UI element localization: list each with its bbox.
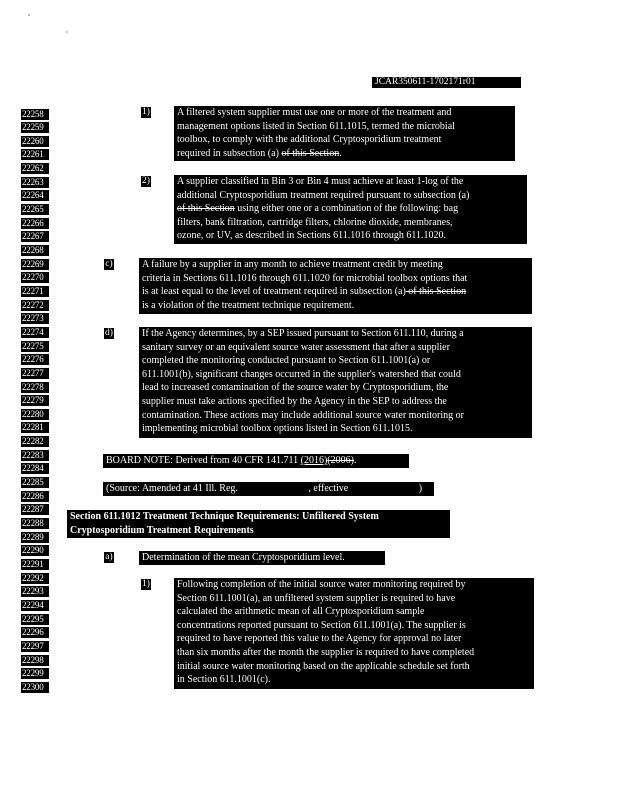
line-number: 22263 [21,177,49,188]
para-2-line: using either one or a combination of the following: bag [234,203,459,215]
scan-speck [66,31,68,33]
para-d-line: completed the monitoring conducted pursuant to Section 611.1001(a) or [142,355,431,367]
source-note-text: (Source: Amended at 41 Ill. Reg. [106,483,241,494]
line-number: 22288 [21,518,49,529]
line-number: 22267 [21,231,49,242]
line-number: 22264 [21,190,49,201]
line-number: 22278 [21,382,49,393]
source-note-end: ) [418,483,423,494]
para-a-marker: a) [105,552,113,562]
para-1-line: A filtered system supplier must use one or more of the treatment and [177,107,452,118]
source-note [103,482,434,496]
section-heading [67,510,450,538]
para-2-line: A supplier classified in Bin 3 or Bin 4 must achieve at least 1-log of the [177,176,464,187]
line-number: 22258 [21,109,49,120]
line-number: 22271 [21,286,49,297]
deleted-text: of this Section [405,286,467,298]
line-number: 22281 [21,422,49,433]
line-number: 22260 [21,136,49,147]
para-a1-line: than six months after the month the supplier is required to have completed [177,646,475,658]
para-d-line: contamination. These actions may include additional source water monitoring or [142,409,464,421]
line-number: 22296 [21,627,49,638]
para-a-block [139,551,385,565]
para-d-line: implementing microbial toolbox options listed in Section 611.1015. [142,423,413,435]
para-2-marker: 2) [142,176,150,186]
line-number: 22262 [21,163,49,174]
para-a1-line: in Section 611.1001(c). [177,674,271,686]
line-number: 22269 [21,259,49,270]
para-c-marker: c) [105,259,113,269]
line-number: 22275 [21,341,49,352]
para-a1-block [174,578,534,689]
para-c-line: criteria in Sections 611.1016 through 611.1020 for microbial toolbox options that [142,272,468,284]
document-header-id: JCAR350611-1702171r01 [372,77,521,88]
line-number: 22261 [21,149,49,160]
line-number: 22293 [21,586,49,597]
line-number: 22266 [21,218,49,229]
para-d-line: If the Agency determines, by a SEP issued pursuant to Section 611.110, during a [142,328,464,339]
para-1-block [174,106,515,161]
para-a1-line: concentrations reported pursuant to Section 611.1001(a). The supplier is [177,619,466,631]
para-a1-line: calculated the arithmetic mean of all Cryptosporidium sample [177,606,425,618]
para-a1-line: Section 611.1001(a), an unfiltered system supplier is required to have [177,592,456,604]
board-note-text: BOARD NOTE: Derived from 40 CFR 141.711 [106,455,301,466]
line-number: 22270 [21,272,49,283]
para-d-line: sanitary survey or an equivalent source water assessment that after a supplier [142,341,450,353]
blank-field [351,484,419,493]
deleted-text: (2006) [327,455,354,466]
para-1-end: . [339,147,342,159]
line-number: 22291 [21,559,49,570]
line-number: 22259 [21,122,49,133]
line-number: 22285 [21,477,49,488]
line-number: 22294 [21,600,49,611]
line-number: 22273 [21,313,49,324]
line-number: 22298 [21,655,49,666]
board-note [103,454,409,468]
scan-speck [28,14,30,16]
line-number: 22290 [21,545,49,556]
para-c-line: is at least equal to the level of treatment required in subsection (a) [142,286,406,298]
para-c-block [139,258,532,314]
para-c-line: is a violation of the treatment technique requirement. [142,299,355,311]
line-number: 22292 [21,573,49,584]
added-text: (2016) [300,455,328,466]
line-number: 22297 [21,641,49,652]
line-number: 22283 [21,450,49,461]
para-a1-marker: 1) [142,579,150,589]
line-number: 22300 [21,682,49,693]
line-number: 22265 [21,204,49,215]
line-number: 22286 [21,491,49,502]
para-a-text: Determination of the mean Cryptosporidium level. [142,552,345,563]
para-2-block [174,175,527,244]
para-2-line: ozone, or UV, as described in Sections 611.1016 through 611.1020. [177,230,447,242]
para-a1-line: initial source water monitoring based on the applicable schedule set forth [177,660,470,672]
section-heading-line: Cryptosporidium Treatment Requirements [70,524,254,536]
para-d-line: lead to increased contamination of the source water by Cryptosporidium, the [142,382,449,394]
line-number: 22279 [21,395,49,406]
source-note-text: , effective [308,483,351,494]
para-2-line: additional Cryptosporidium treatment required pursuant to subsection (a) [177,189,470,201]
line-number: 22299 [21,668,49,679]
line-number: 22276 [21,354,49,365]
deleted-text: of this Section [281,147,340,159]
para-d-marker: d) [105,328,113,338]
para-1-marker: 1) [142,107,150,117]
para-a1-line: Following completion of the initial source water monitoring required by [177,579,466,590]
blank-field [240,484,308,493]
line-number: 22277 [21,368,49,379]
line-number: 22295 [21,614,49,625]
line-number: 22280 [21,409,49,420]
para-d-block [139,327,532,438]
line-number: 22284 [21,463,49,474]
section-heading-line: Section 611.1012 Treatment Technique Requirements: Unfiltered System [70,511,379,522]
para-d-line: 611.1001(b), significant changes occurred in the supplier's watershed that could [142,368,461,380]
para-a1-line: required to have reported this value to the Agency for approval no later [177,633,462,645]
line-number: 22289 [21,532,49,543]
para-1-line: toolbox, to comply with the additional Cryptosporidium treatment [177,134,442,146]
line-number: 22282 [21,436,49,447]
para-1-line: management options listed in Section 611.1015, termed the microbial [177,120,455,132]
deleted-text: of this Section [177,203,235,215]
para-1-line: required in subsection (a) [177,147,279,159]
line-number: 22287 [21,504,49,515]
line-number: 22274 [21,327,49,338]
line-number: 22268 [21,245,49,256]
line-number: 22272 [21,300,49,311]
board-note-end: . [353,455,357,466]
para-d-line: supplier must take actions specified by the Agency in the SEP to address the [142,395,447,407]
para-c-line: A failure by a supplier in any month to achieve treatment credit by meeting [142,259,443,270]
para-2-line: filters, bank filtration, cartridge filters, chlorine dioxide, membranes, [177,216,453,228]
